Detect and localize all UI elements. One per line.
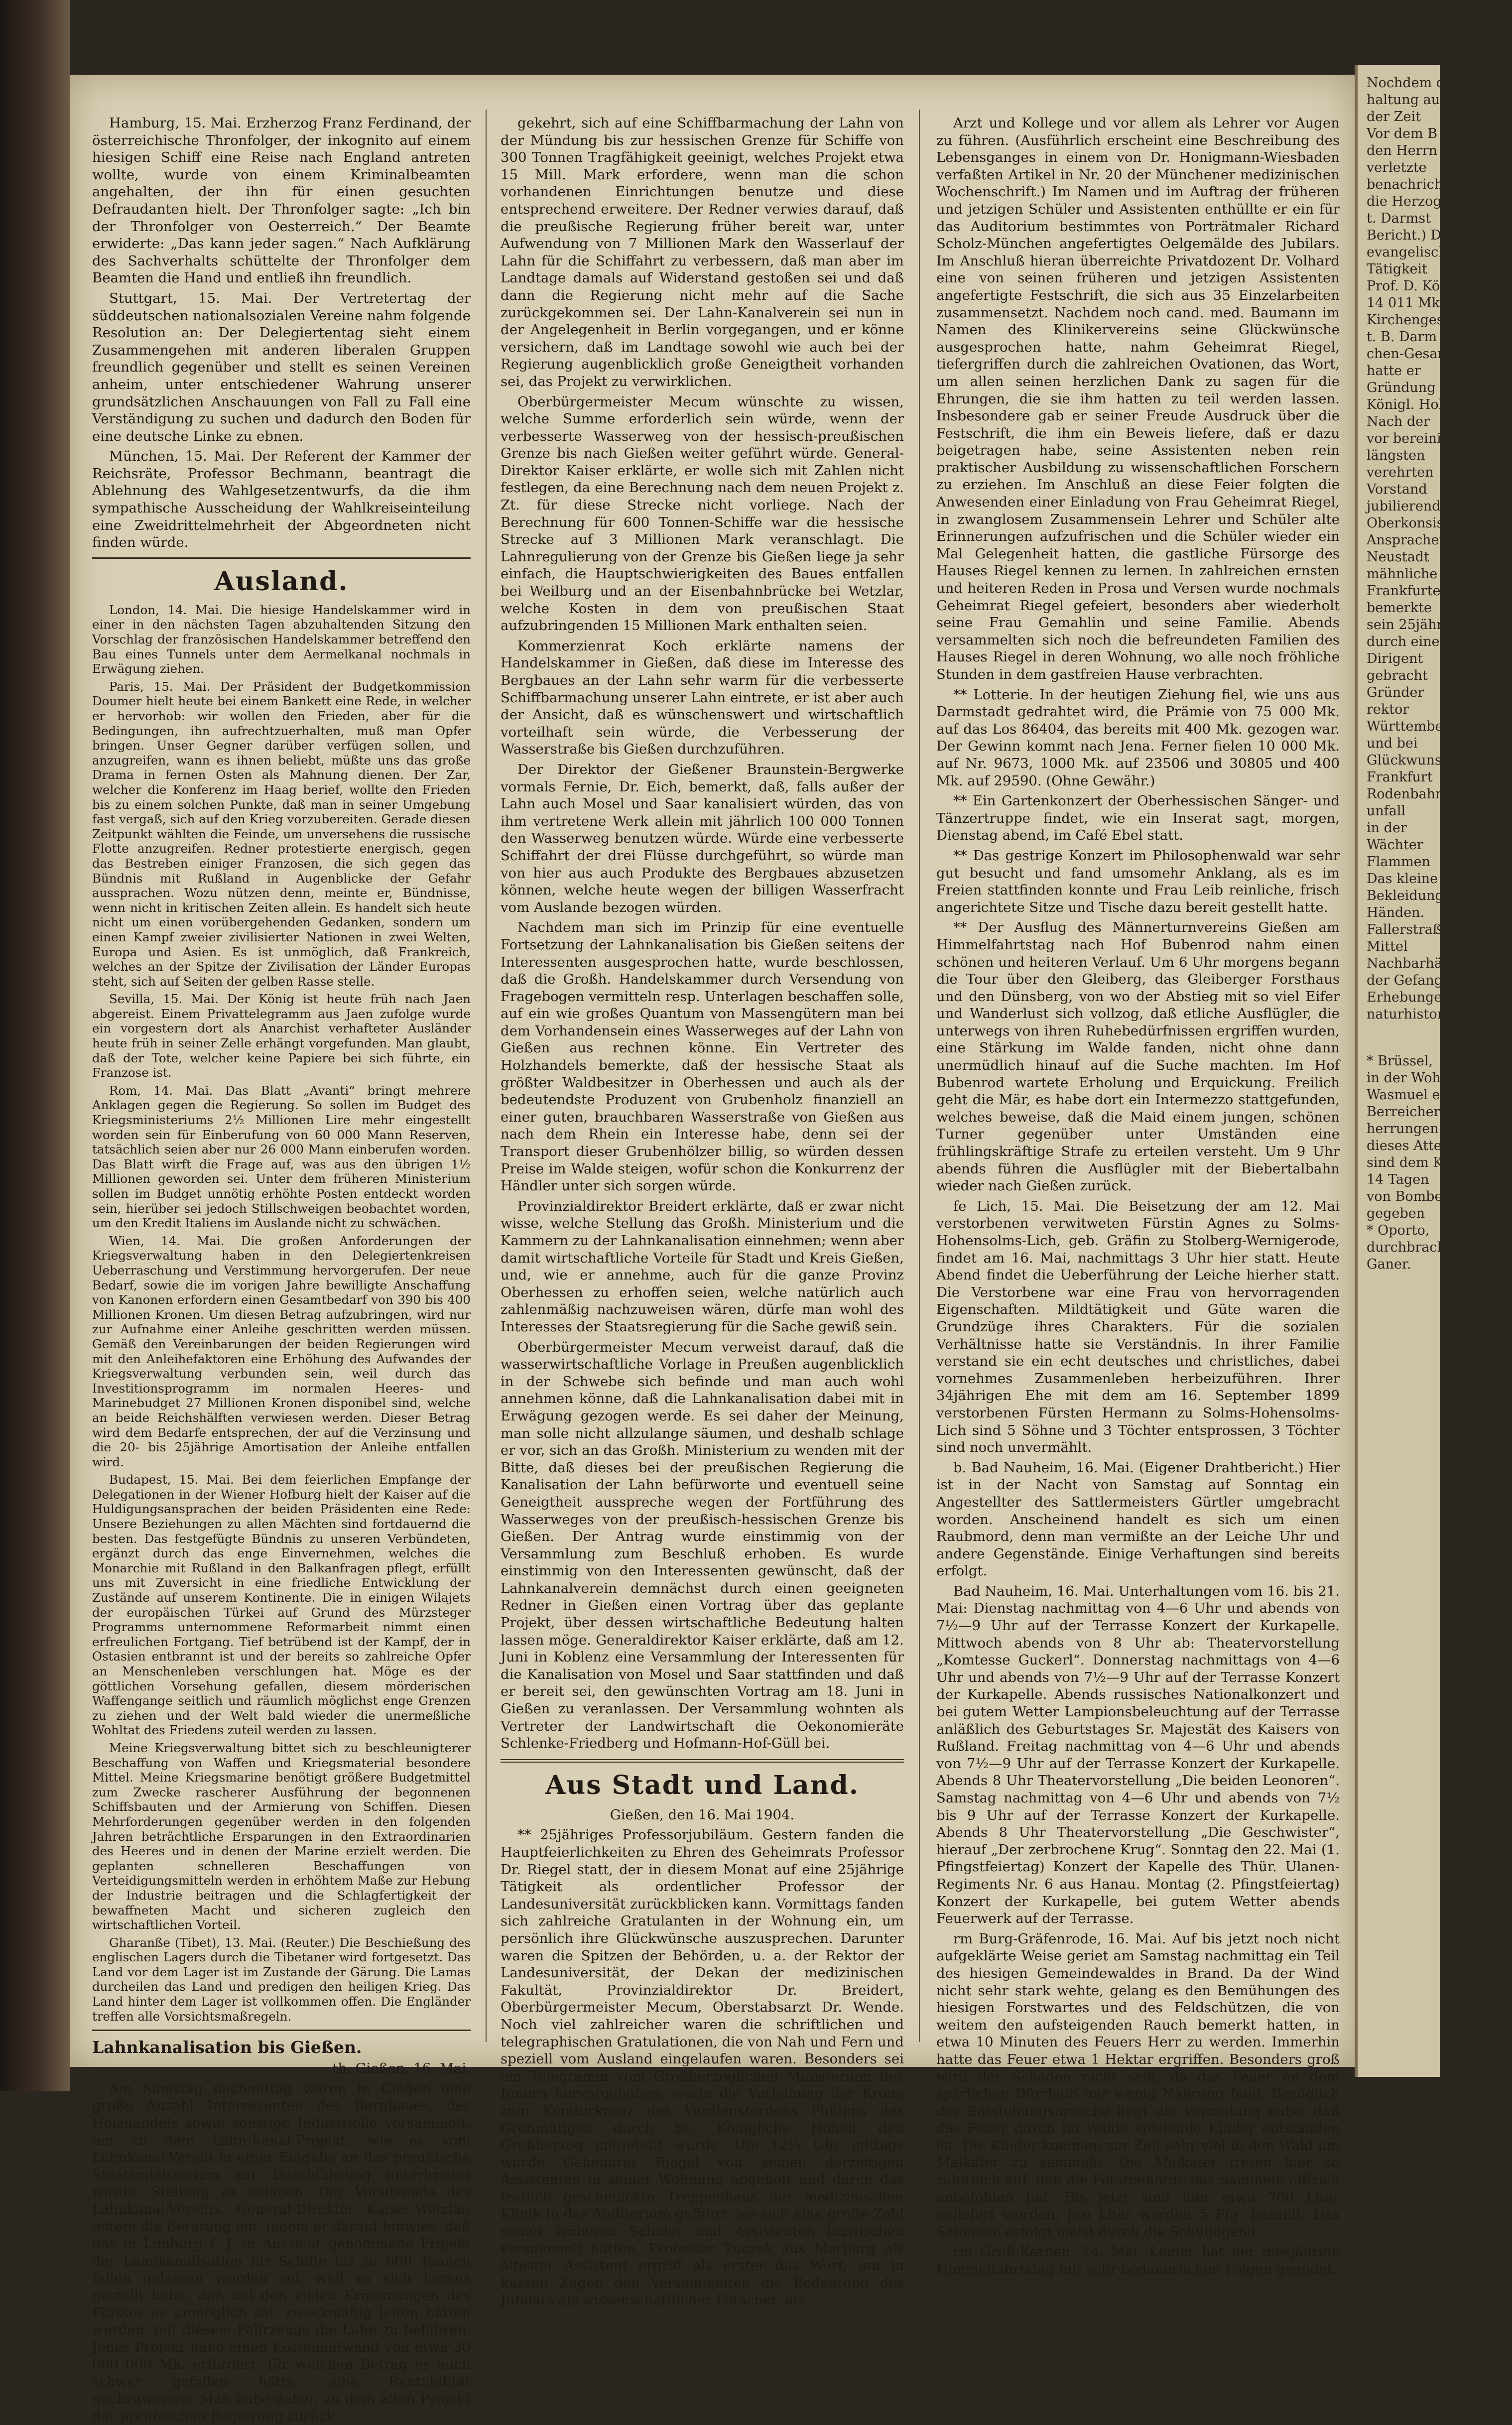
adjacent-page-line: 14 011 Mk. (1367, 295, 1444, 311)
adjacent-page-line: dieses Attentats (1367, 1138, 1476, 1153)
article-lahn-mecum: Oberbürgermeister Mecum wünschte zu wissen, welche Summe erforderlich sein würde, wenn der verbesserte Wasserweg von der hessisch-preußischen Grenze bis nach Gießen weiter geführt würde. General-Direktor Kaiser erklärte, er wolle sich mit Zahlen nicht festlegen, da eine Berechnung nach dem neuen Projekt z. Zt. für diese Strecke nicht vorliege. Nach der Berechnung für 600 Tonnen-Schiffe war die hessische Strecke auf 3 Millionen Mark veranschlagt. Die Lahnregulierung von der Grenze bis Gießen liege ja sehr einfach, die Hauptschwierigkeiten des Baues entfallen bei Weilburg und an der Eisenbahnbrücke bei Wetzlar, welche Kosten in dem von preußischen Staat aufzubringenden 15 Millionen Mark enthalten seien. (501, 393, 904, 634)
adjacent-page-line: sind dem Kaiser (1367, 1155, 1477, 1170)
adjacent-page-line: Nochdem di (1367, 75, 1449, 91)
adjacent-page-line: der Gefangenen (1367, 973, 1476, 988)
adjacent-page-line: gegeben (1367, 1206, 1425, 1221)
article-lahn-prinzip: Nachdem man sich im Prinzip für eine eventuelle Fortsetzung der Lahnkanalisation bis Gießen seitens der Interessenten ausgesprochen hatte, wurde beschlossen, daß die Großh. Handelskammer durch Versendung von Fragebogen vermitteln resp. Unterlagen beschaffen solle, auf ein wie großes Quantum von Massengütern man bei dem Vorhandensein eines Wasserweges auf der Lahn von Gießen aus rechnen könne. Ein Vertreter des Holzhandels bemerkte, daß der hessische Staat als größter Waldbesitzer in Oberhessen und auch als der bedeutendste Produzent von Grubenholz finanziell an einer guten, brauchbaren Wasserstraße von Gießen aus nach dem Rhein ein Interesse habe, denn sei der Transport dieser Grubenhölzer billig, so würden dessen Preise im Walde steigen, wofür schon die Konkurrenz der Händler unter sich sorgen würde. (501, 919, 904, 1194)
book-binding (0, 0, 70, 2091)
adjacent-page-text (1358, 65, 1512, 1023)
adjacent-page-line: verehrten (1367, 465, 1434, 480)
adjacent-page-line: Vorstand (1367, 482, 1427, 497)
adjacent-page-line: durch eine (1367, 634, 1440, 649)
article-lahn-beschluss: Oberbürgermeister Mecum verweist darauf, daß die wasserwirtschaftliche Vorlage in Preußen augenblicklich in der Schwebe sich befinde und man auch wohl annehmen könne, daß die Lahnkanalisation dabei mit in Erwägung gezogen werde. Es sei daher der Meinung, man solle nicht allzulange säumen, und deshalb schlage er vor, sich an das Großh. Ministerium zu wenden mit der Bitte, daß dieses bei der preußischen Regierung die Kanalisation der Lahn befürworte und eventuell seine Geneigtheit ausspreche wegen der Fortführung des Wasserweges von der preußisch-hessischen Grenze bis Gießen. Der Antrag wurde einstimmig von der Versammlung zum Beschluß erhoben. Es wurde einstimmig von den Interessenten gewünscht, daß der Lahnkanalverein demnächst durch einen geeigneten Redner in Gießen einen Vortrag über das geplante Projekt, über dessen wirtschaftliche Bedeutung halten lassen möge. Generaldirektor Kaiser erklärte, daß am 12. Juni in Koblenz eine Versammlung der Interessenten für die Kanalisation von Mosel und Saar stattfinden und daß er bereit sei, den gewünschten Vortrag am 18. Juni in Gießen zu veranlassen. Der Versammlung wohnten als Vertreter der Landwirtschaft die Oekonomieräte Schlenke-Friedberg und Hofmann-Hof-Güll bei. (501, 1339, 904, 1752)
article-philosophenwald: ** Das gestrige Konzert im Philosophenwald war sehr gut besucht und fand umsomehr Anklang, als es im Freien stattfinden konnte und Frau Leib reinliche, frisch angerichtete Sitze und Tische dazu bereit gestellt hatte. (936, 847, 1340, 915)
adjacent-page-line: und bei (1367, 736, 1418, 751)
adjacent-page-line: hatte er (1367, 363, 1421, 379)
dateline-lahnkanalisation: th. Gießen, 16. Mai. (332, 2060, 471, 2077)
adjacent-page-line: Bekleidung (1367, 888, 1444, 903)
adjacent-page-line: t. Darmst (1367, 211, 1431, 226)
adjacent-page-line: haltung auf (1367, 92, 1445, 108)
adjacent-page-line: Flammen (1367, 854, 1431, 870)
article-budapest: Budapest, 15. Mai. Bei dem feierlichen Empfange der Delegationen in der Wiener Hofburg hielt der Kaiser auf die Huldigungsansprachen der beiden Präsidenten eine Rede: Unsere Beziehungen zu allen Mächten sind fortdauernd die besten. Das festgefügte Bündnis zu unseren Verbündeten, ergänzt durch das enge Einvernehmen, welches die Monarchie mit Rußland in den Balkanfragen pflegt, erfüllt uns mit Zuversicht in eine friedliche Entwicklung der Zustände auf unserem Kontinente. Die in einigen Wilajets der europäischen Türkei auf Grund des Mürzsteger Programms unternommene Reformarbeit nimmt einen erfreulichen Fortgang. Tief betrübend ist der Kampf, der in Ostasien entbrannt ist und der bereits so zahlreiche Opfer an Menschenleben verschlungen hat. Möge es der göttlichen Vorsehung gefallen, diesem mörderischen Waffengange seitlich und räumlich möglichst enge Grenzen zu ziehen und der Welt bald wieder die unermeßliche Wohltat des Friedens zuteil werden zu lassen. (92, 1472, 471, 1738)
adjacent-page-line: * Oporto, (1367, 1223, 1430, 1238)
adjacent-page-line: benachrichtigten (1367, 177, 1484, 192)
article-gharanse: Gharanße (Tibet), 13. Mai. (Reuter.) Die Beschießung des englischen Lagers durch die Tibetaner wird fortgesetzt. Das Land vor dem Lager ist im Zustande der Gärung. Die Lamas durcheilen das Land und predigen den heiligen Krieg. Das Land hinter dem Lager ist vollkommen offen. Die Engländer treffen alle Vorsichtsmaßregeln. (92, 1935, 471, 2024)
article-lahn-breidert: Provinzialdirektor Breidert erklärte, daß er zwar nicht wisse, welche Stellung das Großh. Ministerium und die Kammern zu der Lahnkanalisation einnehmen; wenn aber damit wirtschaftliche Vorteile für Stadt und Kreis Gießen, und, wie er annehme, auch für die ganze Provinz Oberhessen zu erhoffen seien, welche natürlich auch zahlenmäßig nachzuweisen wären, dürfe man wohl des Interesses der Staatsregierung für die Sache gewiß sein. (501, 1198, 904, 1335)
article-sevilla: Sevilla, 15. Mai. Der König ist heute früh nach Jaen abgereist. Einem Privattelegramm aus Jaen zufolge wurde ein vorgestern dort als Anarchist verhafteter Ausländer heute früh in seiner Zelle erhängt vorgefunden. Man glaubt, daß der Tote, welcher keine Papiere bei sich führte, ein Franzose ist. (92, 992, 471, 1080)
article-stuttgart: Stuttgart, 15. Mai. Der Vertretertag der süddeutschen nationalsozialen Vereine nahm folgende Resolution an: Der Delegiertentag sieht einem Zusammengehen mit anderen liberalen Gruppen freundlich gegenüber und stellt es seinen Vereinen anheim, unter entschiedener Wahrung unserer grundsätzlichen Anschauungen von Fall zu Fall eine Verständigung zu suchen und dadurch den Boden für eine deutsche Linke zu ebnen. (92, 290, 471, 444)
adjacent-page-line: Dirigent (1367, 651, 1423, 666)
adjacent-page-line: Wächter (1367, 837, 1423, 853)
article-lahnkanalisation: Am Samstag nachmittag waren in Gießen eine große Anzahl Interessenten des Bergbaues, des Holzhandels sowie sonstige Industrielle versammelt, um zu dem Lahn-Kanal-Projekt, wie es vom Lahnkanal-Verein in einer Eingabe an das preußische Staatsministerium zur Durchführung unterbreitet wurde, Stellung zu nehmen. Der Vorsitzende des Lahnkanal-Vereins, General-Direktor Kaiser-Wetzlar, leitete die Beratung ein, indem er darauf hinwies, daß das in Limburg f. J. in Aussicht genommene Projekt der Lahnkanalisation für Schiffe bis zu 600 Tonnen fallen gelassen worden sei, weil es sich heraus gestellt habe, daß bei den vielen Krümmungen des Flusses es unmöglich sei, zweckmäßig leiten hätten werden, mit diesem Fahrzeuge die Lahn zu befahren. Jenes Projekt habe einen Kostenaufwand von etwa 30 000 000 Mk. erfordert, für welchen Betrag es auch schwer gefallen hätte, eine Rentabilität nachzuweisen. Man habe daher, zu dem alten Projekt der preußischen Regierung zurück- (92, 2080, 471, 2425)
heading-lahnkanalisation: Lahnkanalisation bis Gießen. (92, 2038, 362, 2057)
adjacent-page-line: rektor (1367, 702, 1409, 717)
adjacent-page-line: sein 25jähriges (1367, 617, 1471, 633)
adjacent-page-line: * Brüssel, (1367, 1053, 1433, 1069)
adjacent-page-line: Frankfurter (1367, 583, 1447, 599)
adjacent-page-line: in der (1367, 820, 1407, 836)
adjacent-page-line: verletzte (1367, 160, 1427, 175)
adjacent-page-line: Ansprachen (1367, 532, 1448, 548)
adjacent-page-line: Berreicher (1367, 1104, 1440, 1120)
article-lich: fe Lich, 15. Mai. Die Beisetzung der am 12. Mai verstorbenen verwitweten Fürstin Agnes zu Solms-Hohensolms-Lich, geb. Gräfin zu Stolberg-Wernigerode, findet am 16. Mai, nachmittags 3 Uhr hier statt. Heute Abend findet die Ueberführung der Leiche hierher statt. Die Verstorbene war eine Frau von hervorragenden Eigenschaften. Mildtätigkeit und Güte waren die Grundzüge ihres Charakters. Für die sozialen Verhältnisse hatte sie Verständnis. In ihrer Familie verstand sie ein echt deutsches und christliches, dabei vornehmes Zusammenleben herbeizuführen. Ihrer 34jährigen Ehe mit dem am 16. September 1899 verstorbenen Fürsten Hermann zu Solms-Hohensolms-Lich sind 5 Söhne und 3 Töchter entsprossen, 3 Töchter sind noch unvermählt. (936, 1198, 1340, 1456)
column-3 (936, 115, 1340, 2278)
article-maennerturnverein: ** Der Ausflug des Männerturnvereins Gießen am Himmelfahrtstag nach Hof Bubenrod nahm einen schönen und heiteren Verlauf. Um 6 Uhr morgens begann die Tour über den Gleiberg, das Gleiberger Forsthaus und den Dünsberg, von wo der Abstieg mit so viel Eifer und Wanderlust sich vollzog, daß etliche Ausflügler, die unterwegs von ihren Ruhebedürfnissen ergriffen wurden, eine Stärkung im Walde fanden, nicht ohne dann unermüdlich hinauf auf die Suche machten. Im Hof Bubenrod wartete Erholung und Erquickung. Freilich geht die Mär, es habe dort ein Intermezzo stattgefunden, welches beweise, daß die Maid einem jungen, schönen Turner gegenüber unter Umständen eine frühlingskräftige Strafe zu erteilen versteht. Um 9 Uhr abends führen die Ausflügler mit der Biebertalbahn wieder nach Gießen zurück. (936, 919, 1340, 1194)
dateline-giessen: Gießen, den 16. Mai 1904. (610, 1806, 795, 1823)
column-1 (92, 115, 471, 2425)
adjacent-page-line: Glückwunsch (1367, 753, 1458, 768)
adjacent-page-line: Oberkonsistorialrat (1367, 515, 1500, 531)
article-lahn-eich: Der Direktor der Gießener Braunstein-Bergwerke vormals Fernie, Dr. Eich, bemerkt, daß, falls außer der Lahn auch Mosel und Saar kanalisiert würden, das von ihm vertretene Werk allein mit jährlich 100 000 Tonnen den Wasserweg benutzen würde. Würde eine verbesserte Schiffahrt der drei Flüsse durchgeführt, so würde man von hier aus auch Produkte des Bergbaues abzusetzen können, welche heute wegen der billigen Wasserfracht vom Auslande bezogen würden. (501, 761, 904, 915)
article-muenchen: München, 15. Mai. Der Referent der Kammer der Reichsräte, Professor Bechmann, beantragt die Ablehnung des Wahlgesetzentwurfs, da die ihm sympathische Ausscheidung der Wahlkreiseinteilung eine Zweidrittelmehrheit der Abgeordneten nicht finden würde. (92, 448, 471, 551)
section-divider (92, 2030, 471, 2031)
article-lotterie: ** Lotterie. In der heutigen Ziehung fiel, wie uns aus Darmstadt gedrahtet wird, die Prämie von 75 000 Mk. auf das Los 86404, das bereits mit 400 Mk. gezogen war. Der Gewinn kommt nach Jena. Ferner fielen 10 000 Mk. auf Nr. 9673, 1000 Mk. auf 23506 und 30805 und 400 Mk. auf 29590. (Ohne Gewähr.) (936, 686, 1340, 789)
adjacent-page-line: durchbrach (1367, 1240, 1446, 1255)
article-bad-nauheim-raubmord: b. Bad Nauheim, 16. Mai. (Eigener Drahtbericht.) Hier ist in der Nacht von Samstag auf Sonntag ein Angestellter des Sattlermeisters Gürtler umgebracht worden. Anscheinend handelt es sich um einen Raubmord, denn man vermißte an der Leiche Uhr und andere Gegenstände. Einige Verhaftungen sind bereits erfolgt. (936, 1459, 1340, 1579)
article-gross-karben: rm Groß-Karben, 14. Mai. Leider hat der diesjährige Himmelfahrtstag mit sehr bedauerlichen Folgen geendet. (936, 2244, 1340, 2278)
article-gartenkonzert: ** Ein Gartenkonzert der Oberhessischen Sänger- und Tänzertruppe findet, wie ein Inserat sagt, morgen, Dienstag abend, im Café Ebel statt. (936, 793, 1340, 844)
adjacent-page-line: von Bombe (1367, 1189, 1443, 1204)
adjacent-page-line: Das kleine (1367, 871, 1438, 887)
section-divider (501, 1759, 904, 1763)
adjacent-page-line: t. B. Darm (1367, 329, 1437, 345)
article-rom: Rom, 14. Mai. Das Blatt „Avanti“ bringt mehrere Anklagen gegen die Regierung. So sollen im Budget des Kriegsministeriums 2½ Millionen Lire mehr eingestellt worden sein für Einberufung von 60 000 Mann Reserven, tatsächlich seien aber nur 26 000 Mann einberufen worden. Das Blatt wirft die Frage auf, was aus den übrigen 1½ Millionen geworden sei. Unter dem früheren Ministerium sollen im Budget unnötig erhöhte Posten entdeckt worden sein, hierüber sei jedoch Stillschweigen beobachtet worden, um den Kredit Italiens im Auslande nicht zu schwächen. (92, 1083, 471, 1231)
adjacent-page-line: naturhistorischen (1367, 1007, 1488, 1022)
adjacent-page-line: vor bereinigten (1367, 431, 1472, 446)
adjacent-page-line: Nachbarhäuser (1367, 956, 1473, 971)
adjacent-page-line: Mittel (1367, 939, 1408, 954)
article-lahn-continued: gekehrt, sich auf eine Schiffbarmachung der Lahn von der Mündung bis zur hessischen Grenze für Schiffe von 300 Tonnen Tragfähigkeit geeinigt, welches Projekt etwa 15 Mill. Mark erfordere, wenn man die schon vorhandenen Einrichtungen benutze und diese entsprechend erweitere. Der Redner verwies darauf, daß die preußische Regierung früher bereit war, unter Aufwendung von 7 Millionen Mark den Wasserlauf der Lahn für die Schiffahrt zu verbessern, daß man aber im Landtage damals auf Widerstand gestoßen sei und daß dann die Regierung nicht mehr auf die Sache zurückgekommen sei. Der Lahn-Kanalverein sei nun in der Angelegenheit in Berlin vorgegangen, und er könne versichern, daß im Landtage sowohl wie auch bei der Regierung augenblicklich große Geneigtheit vorhanden sei, das Projekt zu verwirklichen. (501, 115, 904, 389)
article-burg-graefenrode: rm Burg-Gräfenrode, 16. Mai. Auf bis jetzt noch nicht aufgeklärte Weise geriet am Samstag nachmittag ein Teil des hiesigen Gemeindewaldes in Brand. Da der Wind nicht sehr stark wehte, gelang es den Bemühungen des hiesigen Forstwartes und des Feldschützen, die von weitem den aufsteigenden Rauch bemerkt hatten, in etwa 10 Minuten des Feuers Herr zu werden. Immerhin hatte das Feuer etwa 1 Hektar ergriffen. Besonders groß wird der Schaden nicht sein, da das Feuer an dem spärlichen Dürrlaub nur wenig Nahrung fand. Bezüglich der Entstehungsursache liegt die Vermutung nahe, daß das Feuer durch im Walde spielende Kinder entstanden ist. Die Kinder kommen zur Zeit sehr viel in den Wald um Maikäfer zu sammeln. Die Maikäfer treten hier so zahlreich auf, daß die Forstbehörde das Sammeln offiziell anbefohlen hat. Bis jetzt sind hier etwa 700 Liter geliefert worden, pro Liter werden 5 Pfg. bezahlt. Das Sammeln erfolgt meist durch die Schuljugend. (936, 1930, 1340, 2240)
adjacent-page-line: Vor dem B (1367, 126, 1438, 141)
adjacent-page-text-lower (1358, 1023, 1477, 1273)
section-divider (92, 557, 471, 559)
adjacent-page-line: Frankfurt (1367, 769, 1433, 785)
column-rule (919, 110, 920, 2042)
article-paris: Paris, 15. Mai. Der Präsident der Budgetkommission Doumer hielt heute bei einem Bankett eine Rede, in welcher er hervorhob: wir wollen den Frieden, aber für die Bedingungen, ihn aufrechtzuerhalten, muß man Opfer bringen. Unser Gegner darüber verfügen sollen, und anzugreifen, wann es ihnen beliebt, müßte uns das große Drama in fernen Osten als Mahnung dienen. Der Zar, welcher die Konferenz im Haag berief, wollte den Frieden bis zu einem solchen Punkte, daß man in seiner Umgebung fast vergaß, sich auf den Krieg vorzubereiten. Gerade diesen Zeitpunkt wählten die Feinde, um unversehens die russische Flotte anzugreifen. Redner protestierte energisch, gegen das Bestreben einiger Franzosen, die sich gegen das Bündnis mit Rußland in Augenblicke der Gefahr aussprachen. Wozu nützen denn, meinte er, Bündnisse, wenn nicht in kritischen Zeiten allein. Es handelt sich heute nicht um einen vorübergehenden Gedanken, sondern um einen Kampf zweier zivilisierter Nationen in zwei Welten, Europa und Asien. Es ist unmöglich, daß Frankreich, welches an der Spitze der Zivilisation der Länder Europas steht, sich auf Seiten der gelben Rasse stelle. (92, 679, 471, 989)
article-london: London, 14. Mai. Die hiesige Handelskammer wird in einer in den nächsten Tagen abzuhaltenden Sitzung den Vorschlag der französischen Handelskammer betreffend den Bau eines Tunnels unter dem Aermelkanal nochmals in Erwägung ziehen. (92, 602, 471, 676)
article-jubilaeum-continued: Arzt und Kollege und vor allem als Lehrer vor Augen zu führen. (Ausführlich erscheint eine Beschreibung des Lebensganges in einem von Dr. Honigmann-Wiesbaden verfaßten Artikel in Nr. 20 der Münchener medizinischen Wochenschrift.) Im Namen und im Auftrag der früheren und jetzigen Schüler und Assistenten enthüllte er ein für das Auditorium bestimmtes von Porträtmaler Richard Scholz-München angefertigtes Oelgemälde des Jubilars. Im Anschluß hieran überreichte Privatdozent Dr. Volhard eine von seinen früheren und jetzigen Assistenten angefertigte Festschrift, die sich aus 35 Einzelarbeiten zusammensetzt. Nachdem noch cand. med. Baumann im Namen des Klinikervereins seine Glückwünsche ausgesprochen hatte, nahm Geheimrat Riegel, tiefergriffen durch die zahlreichen Ovationen, das Wort, um allen seinen herzlichen Dank zu sagen für die Ehrungen, die sie ihm hatten zu teil werden lassen. Insbesondere gab er seiner Freude Ausdruck über die Festschrift, die ihm ein Beweis liefere, daß er dazu beigetragen habe, seine Assistenten neben rein praktischer Ausbildung zu wissenschaftlichen Forschern zu erziehen. Im Anschluß an diese Feier folgten die Anwesenden einer Einladung von Frau Geheimrat Riegel, in zwanglosem Zusammensein Lehrer und Schüler alte Erinnerungen aufzufrischen und die Schüler wieder ein Mal Gelegenheit hatten, die gastliche Fürsorge des Hauses Riegel kennen zu lernen. In zahlreichen ernsten und heiteren Reden in Prosa und Versen wurde nochmals Geheimrat Riegel gefeiert, besonders aber wiederholt seine Frau Gemahlin und seine Familie. Abends versammelten sich noch die befreundeten Familien des Hauses Riegel in deren Wohnung, wo alle noch fröhliche Stunden in dem gastfreien Hause verbrachten. (936, 115, 1340, 682)
adjacent-page-line: Prof. D. Köstlin (1367, 278, 1470, 294)
section-heading-stadt-und-land: Aus Stadt und Land. (545, 1770, 859, 1800)
article-hamburg: Hamburg, 15. Mai. Erzherzog Franz Ferdinand, der österreichische Thronfolger, der inkognito auf einem hiesigen Schiff eine Reise nach England antreten wollte, wurde von einem Kriminalbeamten angehalten, der ihn für einen gesuchten Defraudanten hielt. Der Thronfolger sagte: „Ich bin der Thronfolger von Oesterreich.“ Der Beamte erwiderte: „Das kann jeder sagen.“ Nach Aufklärung des Sachverhalts schüttelte der Thronfolger dem Beamten die Hand und entließ ihn freundlich. (92, 115, 471, 286)
adjacent-page-line: Wasmuel eine (1367, 1087, 1461, 1103)
adjacent-page-line: chen-Gesang (1367, 346, 1455, 362)
adjacent-page-line: Neustadt (1367, 549, 1429, 565)
adjacent-page-line: den Herrn B (1367, 143, 1452, 158)
adjacent-page-line: Tätigkeit (1367, 261, 1427, 277)
adjacent-page-line: mähnliche (1367, 566, 1438, 582)
adjacent-page-line: längsten (1367, 448, 1425, 463)
adjacent-page-line: Württemberg (1367, 719, 1458, 734)
adjacent-page-line: die Herzogengl (1367, 194, 1471, 209)
article-lahn-koch: Kommerzienrat Koch erklärte namens der Handelskammer in Gießen, daß diese im Interesse des Bergbaues an der Lahn sehr warm für die verbesserte Schiffbarmachung unserer Lahn eintrete, er ist aber auch der Ansicht, daß es wünschenswert und wirtschaftlich vorteilhaft sein würde, die Verbesserung der Wasserstraße bis Gießen durchzuführen. (501, 638, 904, 758)
adjacent-page-line: gebracht (1367, 668, 1428, 683)
adjacent-page-fragment (1355, 65, 1512, 2077)
adjacent-page-line: Rodenbahn (1367, 786, 1444, 802)
adjacent-page-line: 14 Tagen (1367, 1172, 1429, 1187)
adjacent-page-line: Kirchengesangverein (1367, 312, 1512, 328)
adjacent-page-line: Königl. Hoheit (1367, 397, 1465, 412)
article-bad-nauheim-unterhaltungen: Bad Nauheim, 16. Mai. Unterhaltungen vom 16. bis 21. Mai: Dienstag nachmittag von 4—6 Uhr und abends von 7½—9 Uhr auf der Terrasse Konzert der Kurkapelle. Mittwoch abends von 8 Uhr ab: Theatervorstellung „Komtesse Guckerl“. Donnerstag nachmittags von 4—6 Uhr und abends von 7½—9 Uhr auf der Terrasse Konzert der Kurkapelle. Abends russisches Nationalkonzert und bei gutem Wetter Lampionsbeleuchtung auf der Terrasse anläßlich des Geburtstages Sr. Majestät des Kaisers von Rußland. Freitag nachmittag von 4—6 Uhr und abends von 7½—9 Uhr auf der Terrasse Konzert der Kurkapelle. Abends 8 Uhr Theatervorstellung „Die beiden Leonoren“. Samstag nachmittag von 4—6 Uhr und abends von 7½ bis 9 Uhr auf der Terrasse Konzert der Kurkapelle. Abends 8 Uhr Theatervorstellung „Die Geschwister“, hierauf „Der zerbrochene Krug“. Sonntag den 22. Mai (1. Pfingstfeiertag) Konzert der Kapelle des Thür. Ulanen-Regiments Nr. 6 aus Hanau. Montag (2. Pfingstfeiertag) Konzert der Kurkapelle, bei gutem Wetter abends Feuerwerk auf der Terrasse. (936, 1583, 1340, 1927)
adjacent-page-line: in der Wohnung (1367, 1070, 1476, 1086)
adjacent-page-line: bemerkte (1367, 600, 1432, 616)
column-2 (501, 115, 904, 2308)
adjacent-page-line: unfall (1367, 803, 1406, 819)
adjacent-page-line: Bericht.) D (1367, 228, 1442, 243)
adjacent-page-line: evangelischen (1367, 245, 1464, 260)
article-kriegsverwaltung: Meine Kriegsverwaltung bittet sich zu beschleunigterer Beschaffung von Waffen und Kriegsmaterial besondere Mittel. Meine Kriegsmarine benötigt größere Budgetmittel zum Zwecke rascherer Ausführung der begonnenen Schiffsbauten und der Armierung von Schiffen. Diesen Mehrforderungen gegenüber werden in den folgenden Jahren beträchtliche Ersparungen in den Extraordinarien des Heeres und in denen der Marine erzielt werden. Die geplanten schnelleren Beschaffungen von Verteidigungsmitteln werden in erhöhtem Maße zur Hebung der Industrie beitragen und die Schlagfertigkeit der bewaffneten Macht und sicheren zugleich den wirtschaftlichen Vorteil. (92, 1740, 471, 1932)
adjacent-page-line: herrungen (1367, 1121, 1439, 1137)
adjacent-page-line: Gründer (1367, 685, 1424, 700)
adjacent-page-line: Gründung (1367, 380, 1436, 395)
adjacent-page-line: Händen. (1367, 905, 1425, 920)
adjacent-page-line: Fallerstraße (1367, 922, 1450, 937)
article-professorjubilaeum: ** 25jähriges Professorjubiläum. Gestern fanden die Hauptfeierlichkeiten zu Ehren des Geheimrats Professor Dr. Riegel statt, der in diesem Monat auf eine 25jährige Tätigkeit als ordentlicher Professor der Landesuniversität zurückblicken kann. Vormittags fanden sich zahlreiche Gratulanten in der Wohnung ein, um persönlich ihre Glückwünsche auszusprechen. Darunter waren die Spitzen der Behörden, u. a. der Rektor der Landesuniversität, der Dekan der medizinischen Fakultät, Provinzialdirektor Dr. Breidert, Oberbürgermeister Mecum, Oberstabsarzt Dr. Wende. Noch viel zahlreicher waren die schriftlichen und telegraphischen Gratulationen, die von Nah und Fern und speziell vom Ausland eingelaufen waren. Besonders sei ein Telegramm vom Großherzoglichen Ministerium des Innern hervorgehoben, worin die Verleihung der Krone zum Komturkreuz des Verdienstordens Philipps des Großmütigen durch Se. Königliche Hoheit den Großherzog mitgeteilt wurde. Um 12¼ Uhr mittags wurde Geheimrat Riegel von seinen derzeitigen Assistenten in seiner Wohnung abgeholt und durch das festlich geschmückte Treppenhaus der medizinischen Klinik in das Auditorium geführt, wo sich eine große Zahl seiner früheren Schüler und Assistenten inzwischen versammelt hatten. Professor Tuczek aus Marburg als ältester Assistent ergriff als erster das Wort, um in kurzen Zügen den Versammelten die Bedeutung des Jubilars als wissenschaftlicher Forscher, als (501, 1827, 904, 2308)
adjacent-page-line: Erhebungen (1367, 990, 1451, 1005)
column-rule (486, 110, 487, 2042)
adjacent-page-line: der Zeit (1367, 109, 1421, 125)
adjacent-page-line: Nach der (1367, 414, 1430, 429)
adjacent-page-line: jubilierenden (1367, 499, 1457, 514)
section-heading-ausland: Ausland. (214, 566, 349, 597)
adjacent-page-line: Ganer. (1367, 1257, 1411, 1272)
newspaper-page (70, 75, 1355, 2425)
article-wien: Wien, 14. Mai. Die großen Anforderungen der Kriegsverwaltung haben in den Delegiertenkreisen Ueberraschung und Verstimmung hervorgerufen. Der neue Bedarf, sowie die im vorigen Jahre bewilligte Anschaffung von Kanonen erfordern einen Gesamtbedarf von 390 bis 400 Millionen Kronen. Um diesen Betrag aufzubringen, wird nur zur Aufnahme einer Anleihe geschritten werden müssen. Gemäß den Vereinbarungen der beiden Regierungen wird mit den Anleihefaktoren eine Erhöhung des Aufwandes der Kriegsverwaltung verbunden sein, weil durch das Investitionsprogramm im normalen Heeres- und Marinebudget 27 Millionen Kronen disponibel sind, welche an beide Reichshälften verwiesen werden. Dieser Betrag wird dem Bedarfe entsprechen, der auf die Verzinsung und die 20- bis 25jährige Amortisation der Anleihe entfallen wird. (92, 1233, 471, 1469)
